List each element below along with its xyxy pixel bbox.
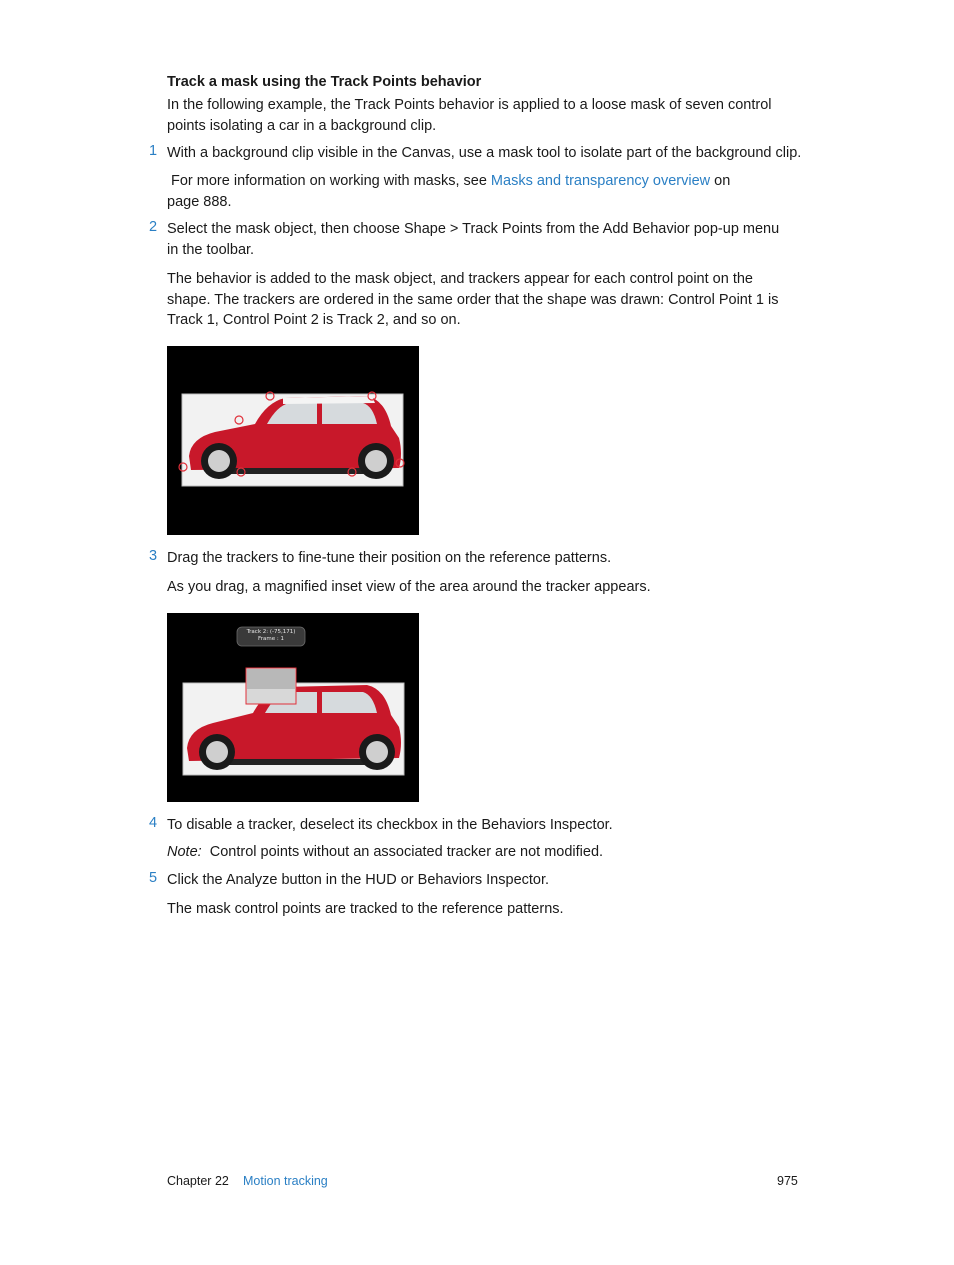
note-text: Control points without an associated tracker are not modified. (209, 844, 604, 860)
step-number-5: 5 (149, 870, 158, 886)
step-text-2b: in the toolbar. (167, 242, 255, 258)
step-1-note-suffix: on (710, 173, 731, 189)
step-2-para-3: Track 1, Control Point 2 is Track 2, and so on. (167, 312, 461, 328)
step-text-1: With a background clip visible in the Canvas, use a mask tool to isolate part of the background clip. (167, 145, 802, 161)
step-1-note (171, 171, 730, 192)
step-2-para-1: The behavior is added to the mask object, and trackers appear for each control point on the (167, 271, 753, 287)
step-4-note (167, 842, 603, 863)
step-3-para: As you drag, a magnified inset view of the area around the tracker appears. (167, 579, 651, 595)
figure-mask-trackers (167, 346, 419, 535)
tooltip-frame: Frame : 1 (258, 636, 284, 642)
footer-chapter-title-link[interactable]: Motion tracking (243, 1174, 328, 1188)
car-canvas-image (167, 346, 419, 535)
note-label: Note: (167, 844, 202, 860)
step-number-3: 3 (149, 548, 158, 564)
step-number-4: 4 (149, 815, 158, 831)
step-number-2: 2 (149, 219, 158, 235)
step-2-para-2: shape. The trackers are ordered in the same order that the shape was drawn: Control Point 1 is (167, 292, 779, 308)
masks-transparency-link[interactable]: Masks and transparency overview (490, 173, 711, 189)
figure-magnified-inset (167, 613, 419, 802)
footer-chapter: Chapter 22 (167, 1174, 229, 1188)
step-number-1: 1 (149, 143, 158, 159)
step-1-note-prefix: For more information on working with masks, see (171, 173, 491, 189)
step-text-4: To disable a tracker, deselect its checkbox in the Behaviors Inspector. (167, 817, 613, 833)
intro-line-2: points isolating a car in a background clip. (167, 118, 437, 134)
tracker-tooltip (237, 629, 305, 643)
step-text-3: Drag the trackers to fine-tune their position on the reference patterns. (167, 550, 612, 566)
step-1-note-line-2: page 888. (167, 194, 232, 210)
intro-line-1: In the following example, the Track Points behavior is applied to a loose mask of seven control (167, 97, 772, 113)
tooltip-track: Track 2: (-75,171) (246, 629, 296, 635)
step-5-para: The mask control points are tracked to the reference patterns. (167, 901, 564, 917)
step-text-2a: Select the mask object, then choose Shape > Track Points from the Add Behavior pop-up menu (167, 221, 780, 237)
page-number: 975 (777, 1174, 798, 1188)
section-heading: Track a mask using the Track Points behavior (167, 74, 482, 90)
step-text-5: Click the Analyze button in the HUD or Behaviors Inspector. (167, 872, 550, 888)
